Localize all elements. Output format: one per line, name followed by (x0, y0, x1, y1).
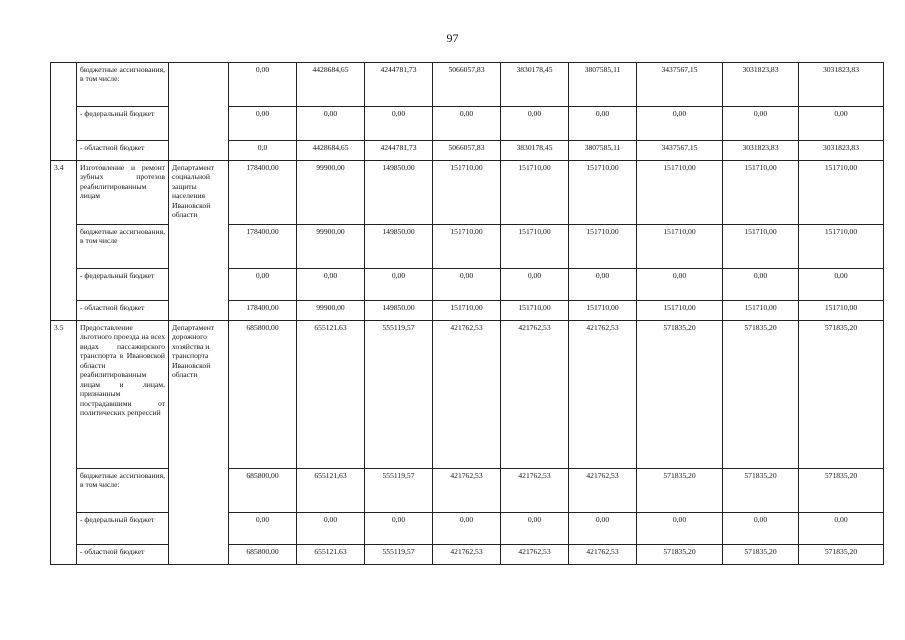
value-cell: 151710,00 (723, 225, 799, 269)
value-cell: 421762,53 (569, 545, 637, 565)
value-cell: 0,00 (723, 513, 799, 545)
value-cell: 421762,53 (501, 321, 569, 469)
row-index-cell (51, 63, 77, 161)
value-cell: 555119,57 (365, 545, 433, 565)
value-cell: 0,00 (501, 513, 569, 545)
value-cell: 4428684,65 (297, 63, 365, 107)
value-cell: 151710,00 (723, 301, 799, 321)
value-cell: 0,00 (297, 107, 365, 141)
value-cell: 151710,00 (433, 161, 501, 225)
value-cell: 0,00 (637, 269, 723, 301)
value-cell: 0,00 (365, 513, 433, 545)
row-label-cell: - областной бюджет (77, 545, 169, 565)
value-cell: 421762,53 (569, 469, 637, 513)
value-cell: 0,00 (723, 107, 799, 141)
row-label-cell: - федеральный бюджет (77, 107, 169, 141)
value-cell: 99900,00 (297, 225, 365, 269)
value-cell: 0,00 (637, 107, 723, 141)
value-cell: 151710,00 (569, 225, 637, 269)
value-cell: 149850,00 (365, 225, 433, 269)
value-cell: 0,00 (365, 269, 433, 301)
value-cell: 421762,53 (501, 545, 569, 565)
value-cell: 0,00 (799, 513, 884, 545)
value-cell: 571835,20 (723, 545, 799, 565)
row-label-cell: - федеральный бюджет (77, 513, 169, 545)
value-cell: 571835,20 (637, 545, 723, 565)
value-cell: 3031823,83 (799, 141, 884, 161)
value-cell: 3807585,11 (569, 63, 637, 107)
value-cell: 571835,20 (723, 469, 799, 513)
row-label-cell: - областной бюджет (77, 141, 169, 161)
budget-table (50, 62, 884, 565)
value-cell: 0,00 (799, 269, 884, 301)
value-cell: 0,00 (229, 513, 297, 545)
value-cell: 151710,00 (569, 301, 637, 321)
value-cell: 3807585,11 (569, 141, 637, 161)
department-cell: Департамент дорожного хозяйства и транспорта Ивановской области (169, 321, 229, 565)
value-cell: 0,00 (501, 269, 569, 301)
value-cell: 99900,00 (297, 161, 365, 225)
value-cell: 151710,00 (637, 301, 723, 321)
value-cell: 3031823,83 (799, 63, 884, 107)
value-cell: 421762,53 (433, 321, 501, 469)
page-number: 97 (446, 31, 459, 45)
value-cell: 151710,00 (433, 225, 501, 269)
row-label-cell: бюджетные ассигнования, в том числе: (77, 469, 169, 513)
department-cell: Департамент социальной защиты населения Ивановской области (169, 161, 229, 321)
value-cell: 5066057,83 (433, 63, 501, 107)
value-cell: 99900,00 (297, 301, 365, 321)
value-cell: 151710,00 (637, 161, 723, 225)
table-row (51, 321, 884, 469)
value-cell: 5066057,83 (433, 141, 501, 161)
value-cell: 655121,63 (297, 469, 365, 513)
value-cell: 0,0 (229, 141, 297, 161)
value-cell: 0,00 (365, 107, 433, 141)
row-label-cell: бюджетные ассигнования, в том числе (77, 225, 169, 269)
value-cell: 4244781,73 (365, 141, 433, 161)
value-cell: 3437567,15 (637, 141, 723, 161)
row-label-cell: бюджетные ассигнования, в том числе: (77, 63, 169, 107)
value-cell: 3437567,15 (637, 63, 723, 107)
value-cell: 0,00 (433, 107, 501, 141)
department-cell (169, 63, 229, 161)
value-cell: 0,00 (433, 513, 501, 545)
value-cell: 3830178,45 (501, 141, 569, 161)
value-cell: 178400,00 (229, 225, 297, 269)
value-cell: 571835,20 (723, 321, 799, 469)
value-cell: 571835,20 (637, 469, 723, 513)
value-cell: 571835,20 (799, 469, 884, 513)
value-cell: 3830178,45 (501, 63, 569, 107)
value-cell: 178400,00 (229, 161, 297, 225)
value-cell: 151710,00 (501, 301, 569, 321)
value-cell: 0,00 (569, 513, 637, 545)
row-label-cell: Предоставление льготного проезда на всех видах пассажирского транспорта в Ивановской области реабилитированным лицам и лицам, признанным пострадавшими от политических репрессий (77, 321, 169, 469)
value-cell: 0,00 (569, 269, 637, 301)
value-cell: 685800,00 (229, 321, 297, 469)
value-cell: 421762,53 (501, 469, 569, 513)
value-cell: 151710,00 (433, 301, 501, 321)
value-cell: 0,00 (637, 513, 723, 545)
value-cell: 685800,00 (229, 545, 297, 565)
value-cell: 151710,00 (799, 161, 884, 225)
value-cell: 151710,00 (501, 225, 569, 269)
value-cell: 0,00 (799, 107, 884, 141)
table-row (51, 63, 884, 107)
value-cell: 0,00 (229, 63, 297, 107)
value-cell: 421762,53 (433, 545, 501, 565)
value-cell: 151710,00 (799, 225, 884, 269)
row-label-cell: Изготовление и ремонт зубных протезов реабилитированным лицам (77, 161, 169, 225)
value-cell: 0,00 (229, 269, 297, 301)
value-cell: 151710,00 (637, 225, 723, 269)
value-cell: 0,00 (433, 269, 501, 301)
row-label-cell: - областной бюджет (77, 301, 169, 321)
value-cell: 151710,00 (799, 301, 884, 321)
value-cell: 149850,00 (365, 161, 433, 225)
value-cell: 571835,20 (799, 321, 884, 469)
value-cell: 0,00 (297, 269, 365, 301)
row-label-cell: - федеральный бюджет (77, 269, 169, 301)
value-cell: 0,00 (297, 513, 365, 545)
value-cell: 4428684,65 (297, 141, 365, 161)
value-cell: 3031823,83 (723, 141, 799, 161)
value-cell: 685800,00 (229, 469, 297, 513)
table-row (51, 161, 884, 225)
value-cell: 655121,63 (297, 545, 365, 565)
value-cell: 421762,53 (433, 469, 501, 513)
value-cell: 655121,63 (297, 321, 365, 469)
value-cell: 151710,00 (723, 161, 799, 225)
row-index-cell: 3.4 (51, 161, 77, 321)
value-cell: 421762,53 (569, 321, 637, 469)
value-cell: 151710,00 (569, 161, 637, 225)
value-cell: 571835,20 (637, 321, 723, 469)
value-cell: 555119,57 (365, 321, 433, 469)
value-cell: 4244781,73 (365, 63, 433, 107)
value-cell: 0,00 (501, 107, 569, 141)
value-cell: 0,00 (229, 107, 297, 141)
value-cell: 0,00 (569, 107, 637, 141)
value-cell: 0,00 (723, 269, 799, 301)
value-cell: 151710,00 (501, 161, 569, 225)
value-cell: 178400,00 (229, 301, 297, 321)
row-index-cell: 3.5 (51, 321, 77, 565)
value-cell: 571835,20 (799, 545, 884, 565)
value-cell: 555119,57 (365, 469, 433, 513)
value-cell: 3031823,83 (723, 63, 799, 107)
value-cell: 149850,00 (365, 301, 433, 321)
